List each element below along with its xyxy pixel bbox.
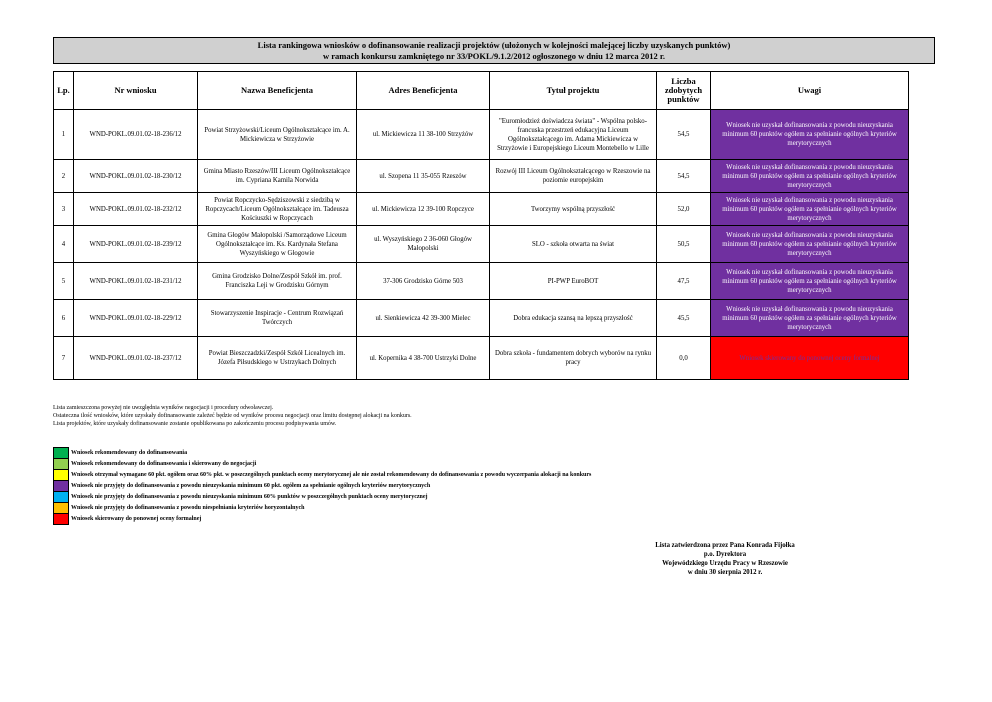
cell-adres: ul. Wyszyńskiego 2 36-060 Głogów Małopolski [357,226,490,263]
header-uwagi: Uwagi [711,72,909,110]
approval-line: p.o. Dyrektora [703,551,747,558]
cell-adres: ul. Mickiewicza 11 38-100 Strzyżów [357,110,490,160]
legend-item [54,503,594,514]
legend [53,447,594,525]
page-title [53,37,935,64]
cell-uwagi: Wniosek nie uzyskał dofinansowania z powodu nieuzyskania minimum 60 punktów ogółem za spełnianie ogólnych kryteriów merytorycznych [711,160,909,193]
legend-label: Wniosek rekomendowany do dofinansowania i skierowany do negocjacji [71,461,257,467]
table-header-row [54,72,909,110]
cell-uwagi: Wniosek skierowany do ponownej oceny formalnej [711,337,909,380]
legend-label: Wniosek skierowany do ponownej oceny formalnej [71,516,202,522]
cell-lp: 6 [54,300,74,337]
cell-lp: 1 [54,110,74,160]
legend-swatch [54,514,69,525]
table-row [54,226,909,263]
cell-uwagi: Wniosek nie uzyskał dofinansowania z powodu nieuzyskania minimum 60 punktów ogółem za spełnianie ogólnych kryteriów merytorycznych [711,263,909,300]
header-nr: Nr wniosku [74,72,198,110]
legend-item [54,481,594,492]
approval-block [600,541,850,577]
table-row [54,160,909,193]
legend-item [54,514,594,525]
cell-tytul: Dobra edukacja szansą na lepszą przyszłość [490,300,657,337]
cell-nr: WND-POKL.09.01.02-18-229/12 [74,300,198,337]
cell-uwagi: Wniosek nie uzyskał dofinansowania z powodu nieuzyskania minimum 60 punktów ogółem za spełnianie ogólnych kryteriów merytorycznych [711,193,909,226]
approval-line: Lista zatwierdzona przez Pana Konrada Fijołka [655,542,795,549]
cell-nazwa: Stowarzyszenie Inspiracje - Centrum Rozwiązań Twórczych [198,300,357,337]
cell-adres: ul. Szopena 11 35-055 Rzeszów [357,160,490,193]
cell-lp: 3 [54,193,74,226]
cell-nr: WND-POKL.09.01.02-18-231/12 [74,263,198,300]
cell-lp: 4 [54,226,74,263]
cell-lp: 2 [54,160,74,193]
legend-label: Wniosek nie przyjęty do dofinansowania z powodu nieuzyskania minimum 60% punktów w poszczególnych punktach oceny merytorycznej [71,494,428,500]
cell-tytul: PI-PWP EuroBOT [490,263,657,300]
legend-item [54,448,594,459]
legend-swatch [54,448,69,459]
legend-label: Wniosek rekomendowany do dofinansowania [71,450,188,456]
cell-adres: ul. Mickiewicza 12 39-100 Ropczyce [357,193,490,226]
approval-line: w dniu 30 sierpnia 2012 r. [687,569,763,576]
cell-nazwa: Gmina Miasto Rzeszów/III Liceum Ogólnokształcące im. Cypriana Kamila Norwida [198,160,357,193]
cell-nazwa: Powiat Bieszczadzki/Zespół Szkół Licealnych im. Józefa Piłsudskiego w Ustrzykach Dolnych [198,337,357,380]
header-lp: Lp. [54,72,74,110]
notes [53,404,412,428]
note-line: Lista zamieszczona powyżej nie uwzględnia wyników negocjacji i procedury odwoławczej. [53,405,274,411]
cell-tytul: Tworzymy wspólną przyszłość [490,193,657,226]
legend-label: Wniosek otrzymał wymagane 60 pkt. ogółem oraz 60% pkt. w poszczególnych punktach oceny merytorycznej ale nie został rekomendowany do dofinansowania z powodu wyczerpania alokacji na konkurs [71,472,592,478]
cell-adres: ul. Sienkiewicza 42 39-300 Mielec [357,300,490,337]
cell-punkty: 0,0 [657,337,711,380]
cell-nr: WND-POKL.09.01.02-18-239/12 [74,226,198,263]
legend-swatch [54,481,69,492]
cell-tytul: Rozwój III Liceum Ogólnokształcącego w Rzeszowie na poziomie europejskim [490,160,657,193]
cell-uwagi: Wniosek nie uzyskał dofinansowania z powodu nieuzyskania minimum 60 punktów ogółem za spełnianie ogólnych kryteriów merytorycznych [711,300,909,337]
header-nazwa: Nazwa Beneficjenta [198,72,357,110]
legend-swatch [54,503,69,514]
legend-swatch [54,459,69,470]
cell-punkty: 45,5 [657,300,711,337]
table-row [54,337,909,380]
legend-item [54,459,594,470]
cell-nazwa: Powiat Strzyżowski/Liceum Ogólnokształcące im. A. Mickiewicza w Strzyżowie [198,110,357,160]
cell-tytul: "Euromłodzież doświadcza świata" - Wspólna polsko-francuska przestrzeń edukacyjna Liceum Ogólnokształcącego im. Adama Mickiewicza w Strzyżowie i Europejskiego Liceum Montebello w Lille [490,110,657,160]
cell-nazwa: Gmina Głogów Małopolski /Samorządowe Liceum Ogólnokształcące im. Ks. Kardynała Stefana Wyszyńskiego w Głogowie [198,226,357,263]
cell-punkty: 52,0 [657,193,711,226]
cell-uwagi: Wniosek nie uzyskał dofinansowania z powodu nieuzyskania minimum 60 punktów ogółem za spełnianie ogólnych kryteriów merytorycznych [711,226,909,263]
table-row [54,110,909,160]
header-punkty: Liczba zdobytych punktów [657,72,711,110]
legend-swatch [54,470,69,481]
title-line-2: w ramach konkursu zamkniętego nr 33/POKL/9.1.2/2012 ogłoszonego w dniu 12 marca 2012 r. [323,51,665,61]
cell-adres: 37-306 Grodzisko Górne 503 [357,263,490,300]
cell-lp: 5 [54,263,74,300]
legend-item [54,470,594,481]
table-row [54,263,909,300]
note-line: Ostateczna ilość wniosków, które uzyskały dofinansowanie zależeć będzie od wyników procesu negocjacji oraz limitu dostępnej alokacji na konkurs. [53,413,412,419]
table-row [54,193,909,226]
cell-tytul: SLO - szkoła otwarta na świat [490,226,657,263]
cell-punkty: 50,5 [657,226,711,263]
cell-nr: WND-POKL.09.01.02-18-230/12 [74,160,198,193]
legend-label: Wniosek nie przyjęty do dofinansowania z powodu niespełniania kryteriów horyzontalnych [71,505,305,511]
legend-label: Wniosek nie przyjęty do dofinansowania z powodu nieuzyskania minimum 60 pkt. ogółem za spełnianie ogólnych kryteriów merytorycznych [71,483,431,489]
legend-swatch [54,492,69,503]
cell-lp: 7 [54,337,74,380]
cell-tytul: Dobra szkoła - fundamentem dobrych wyborów na rynku pracy [490,337,657,380]
cell-nazwa: Powiat Ropczycko-Sędziszowski z siedzibą w Ropczycach/Liceum Ogólnokształcące im. Tadeusza Kościuszki w Ropczycach [198,193,357,226]
cell-adres: ul. Kopernika 4 38-700 Ustrzyki Dolne [357,337,490,380]
table-row [54,300,909,337]
cell-punkty: 47,5 [657,263,711,300]
cell-punkty: 54,5 [657,160,711,193]
cell-uwagi: Wniosek nie uzyskał dofinansowania z powodu nieuzyskania minimum 60 punktów ogółem za spełnianie ogólnych kryteriów merytorycznych [711,110,909,160]
title-line-1: Lista rankingowa wniosków o dofinansowanie realizacji projektów (ułożonych w kolejności malejącej liczby uzyskanych punktów) [257,40,731,50]
approval-line: Wojewódzkiego Urzędu Pracy w Rzeszowie [662,560,788,567]
ranking-table [53,71,909,380]
cell-nr: WND-POKL.09.01.02-18-237/12 [74,337,198,380]
cell-nazwa: Gmina Grodzisko Dolne/Zespół Szkół im. prof. Franciszka Leji w Grodzisku Górnym [198,263,357,300]
cell-punkty: 54,5 [657,110,711,160]
note-line: Lista projektów, które uzyskały dofinansowanie zostanie opublikowana po zakończeniu procesu podpisywania umów. [53,421,337,427]
cell-nr: WND-POKL.09.01.02-18-236/12 [74,110,198,160]
legend-item [54,492,594,503]
header-tytul: Tytuł projektu [490,72,657,110]
header-adres: Adres Beneficjenta [357,72,490,110]
cell-nr: WND-POKL.09.01.02-18-232/12 [74,193,198,226]
